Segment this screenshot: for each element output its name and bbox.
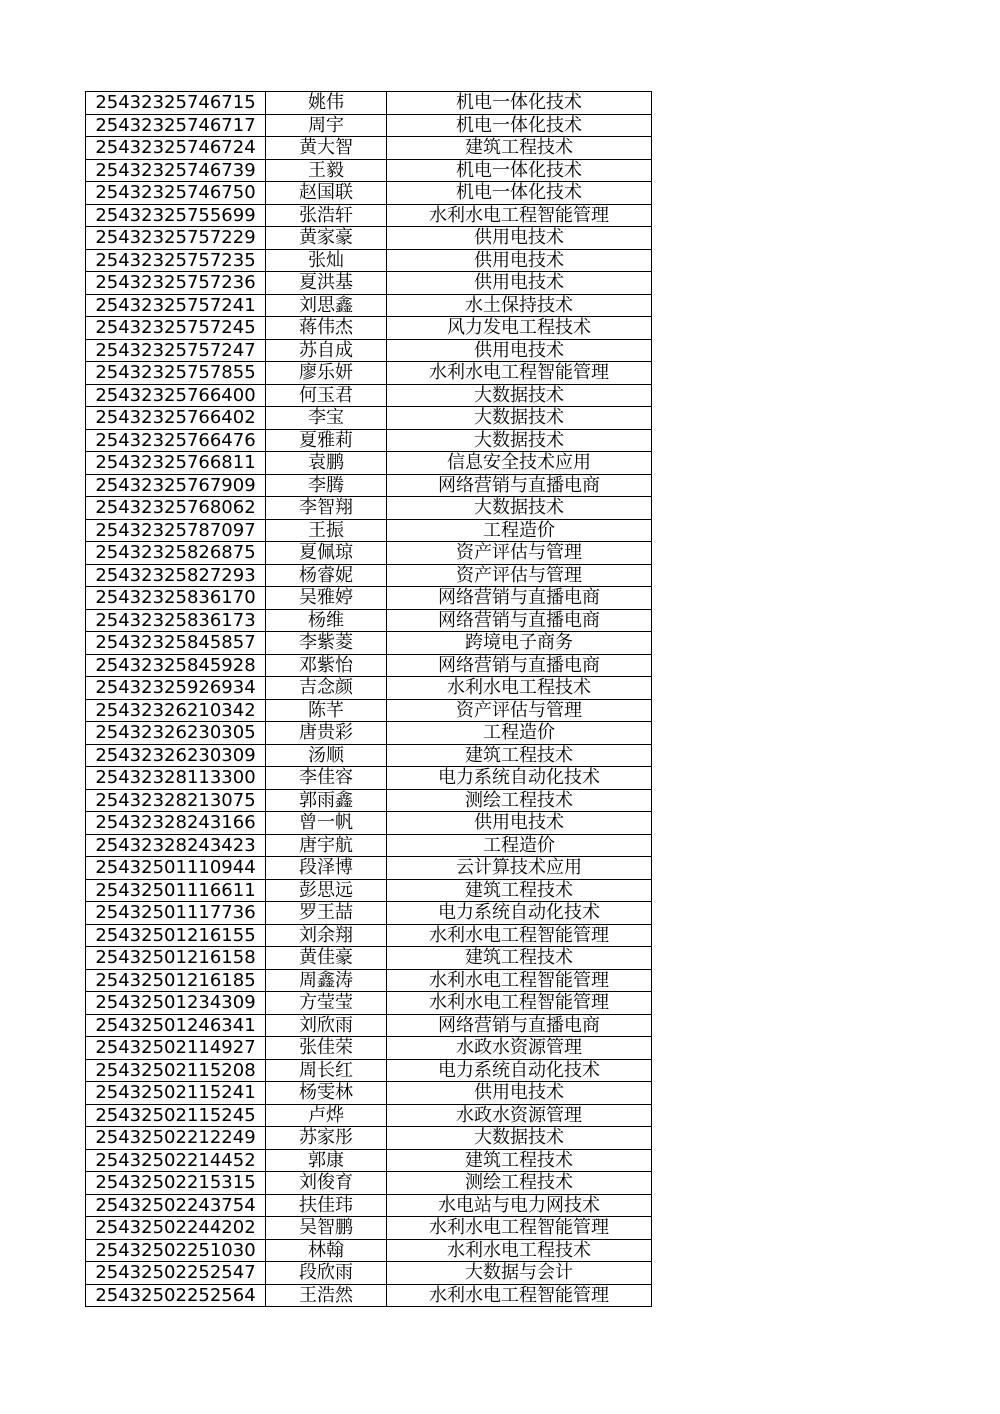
major-cell[interactable]: 资产评估与管理 [387, 699, 652, 722]
major-cell[interactable]: 建筑工程技术 [387, 879, 652, 902]
student-id-cell[interactable]: 25432501110944 [86, 857, 266, 880]
student-id-cell[interactable]: 25432328113300 [86, 767, 266, 790]
table-row[interactable] [86, 249, 652, 272]
student-name-cell[interactable]: 唐贵彩 [266, 722, 387, 745]
major-cell[interactable]: 网络营销与直播电商 [387, 1014, 652, 1037]
student-name-cell[interactable]: 李宝 [266, 407, 387, 430]
table-row[interactable] [86, 272, 652, 295]
table-row[interactable] [86, 137, 652, 160]
table-row[interactable] [86, 114, 652, 137]
student-name-cell[interactable]: 罗王喆 [266, 902, 387, 925]
student-name-cell[interactable]: 刘思鑫 [266, 294, 387, 317]
student-name-cell[interactable]: 张佳荣 [266, 1037, 387, 1060]
student-name-cell[interactable]: 卢烨 [266, 1104, 387, 1127]
table-row[interactable] [86, 969, 652, 992]
major-cell[interactable]: 大数据技术 [387, 1127, 652, 1150]
major-cell[interactable]: 资产评估与管理 [387, 542, 652, 565]
major-cell[interactable]: 水利水电工程技术 [387, 677, 652, 700]
student-id-cell[interactable]: 25432502252547 [86, 1262, 266, 1285]
student-id-cell[interactable]: 25432325826875 [86, 542, 266, 565]
table-row[interactable] [86, 879, 652, 902]
major-cell[interactable]: 机电一体化技术 [387, 182, 652, 205]
student-id-cell[interactable]: 25432502252564 [86, 1284, 266, 1307]
student-name-cell[interactable]: 扶佳玮 [266, 1194, 387, 1217]
student-id-cell[interactable]: 25432325746724 [86, 137, 266, 160]
table-row[interactable] [86, 1037, 652, 1060]
major-cell[interactable]: 电力系统自动化技术 [387, 767, 652, 790]
major-cell[interactable]: 建筑工程技术 [387, 1149, 652, 1172]
table-row[interactable] [86, 182, 652, 205]
student-name-cell[interactable]: 苏家彤 [266, 1127, 387, 1150]
table-row[interactable] [86, 497, 652, 520]
student-id-cell[interactable]: 25432502114927 [86, 1037, 266, 1060]
student-id-cell[interactable]: 25432325926934 [86, 677, 266, 700]
student-id-cell[interactable]: 25432502115208 [86, 1059, 266, 1082]
major-cell[interactable]: 机电一体化技术 [387, 114, 652, 137]
student-id-cell[interactable]: 25432325757229 [86, 227, 266, 250]
student-name-cell[interactable]: 杨雯林 [266, 1082, 387, 1105]
student-id-cell[interactable]: 25432326230309 [86, 744, 266, 767]
major-cell[interactable]: 供用电技术 [387, 1082, 652, 1105]
major-cell[interactable]: 电力系统自动化技术 [387, 1059, 652, 1082]
student-name-cell[interactable]: 吴智鹏 [266, 1217, 387, 1240]
table-row[interactable] [86, 1239, 652, 1262]
student-id-cell[interactable]: 25432325757235 [86, 249, 266, 272]
table-row[interactable] [86, 992, 652, 1015]
student-id-cell[interactable]: 25432325766811 [86, 452, 266, 475]
student-id-cell[interactable]: 25432325757855 [86, 362, 266, 385]
student-name-cell[interactable]: 刘余翔 [266, 924, 387, 947]
student-name-cell[interactable]: 黄家豪 [266, 227, 387, 250]
table-row[interactable] [86, 632, 652, 655]
student-id-cell[interactable]: 25432325746717 [86, 114, 266, 137]
major-cell[interactable]: 水利水电工程智能管理 [387, 1217, 652, 1240]
student-name-cell[interactable]: 张灿 [266, 249, 387, 272]
student-name-cell[interactable]: 唐宇航 [266, 834, 387, 857]
table-row[interactable] [86, 339, 652, 362]
major-cell[interactable]: 测绘工程技术 [387, 1172, 652, 1195]
major-cell[interactable]: 水电站与电力网技术 [387, 1194, 652, 1217]
student-name-cell[interactable]: 吉念颜 [266, 677, 387, 700]
student-name-cell[interactable]: 刘欣雨 [266, 1014, 387, 1037]
major-cell[interactable]: 供用电技术 [387, 272, 652, 295]
table-row[interactable] [86, 1284, 652, 1307]
student-id-cell[interactable]: 25432328243423 [86, 834, 266, 857]
student-name-cell[interactable]: 李紫菱 [266, 632, 387, 655]
table-row[interactable] [86, 159, 652, 182]
major-cell[interactable]: 工程造价 [387, 722, 652, 745]
major-cell[interactable]: 网络营销与直播电商 [387, 609, 652, 632]
student-id-cell[interactable]: 25432325767909 [86, 474, 266, 497]
major-cell[interactable]: 工程造价 [387, 834, 652, 857]
student-id-cell[interactable]: 25432325757236 [86, 272, 266, 295]
table-row[interactable] [86, 587, 652, 610]
student-name-cell[interactable]: 汤顺 [266, 744, 387, 767]
table-row[interactable] [86, 1217, 652, 1240]
student-name-cell[interactable]: 邓紫怡 [266, 654, 387, 677]
student-name-cell[interactable]: 段泽博 [266, 857, 387, 880]
student-roster-table [85, 91, 652, 1307]
table-row[interactable] [86, 317, 652, 340]
major-cell[interactable]: 网络营销与直播电商 [387, 654, 652, 677]
major-cell[interactable]: 水利水电工程智能管理 [387, 1284, 652, 1307]
student-name-cell[interactable]: 李腾 [266, 474, 387, 497]
student-name-cell[interactable]: 郭雨鑫 [266, 789, 387, 812]
table-row[interactable] [86, 1194, 652, 1217]
major-cell[interactable]: 水土保持技术 [387, 294, 652, 317]
major-cell[interactable]: 风力发电工程技术 [387, 317, 652, 340]
student-id-cell[interactable]: 25432325755699 [86, 204, 266, 227]
student-name-cell[interactable]: 黄佳豪 [266, 947, 387, 970]
table-row[interactable] [86, 474, 652, 497]
table-row[interactable] [86, 92, 652, 115]
table-row[interactable] [86, 834, 652, 857]
student-id-cell[interactable]: 25432325766400 [86, 384, 266, 407]
table-row[interactable] [86, 204, 652, 227]
major-cell[interactable]: 云计算技术应用 [387, 857, 652, 880]
student-name-cell[interactable]: 夏洪基 [266, 272, 387, 295]
table-row[interactable] [86, 654, 652, 677]
table-row[interactable] [86, 1262, 652, 1285]
table-row[interactable] [86, 519, 652, 542]
student-name-cell[interactable]: 夏雅莉 [266, 429, 387, 452]
major-cell[interactable]: 水利水电工程智能管理 [387, 362, 652, 385]
student-id-cell[interactable]: 25432325746750 [86, 182, 266, 205]
major-cell[interactable]: 工程造价 [387, 519, 652, 542]
major-cell[interactable]: 供用电技术 [387, 249, 652, 272]
student-id-cell[interactable]: 25432325845857 [86, 632, 266, 655]
spreadsheet-page [85, 91, 652, 1307]
student-name-cell[interactable]: 赵国联 [266, 182, 387, 205]
major-cell[interactable]: 跨境电子商务 [387, 632, 652, 655]
student-id-cell[interactable]: 25432501246341 [86, 1014, 266, 1037]
student-id-cell[interactable]: 25432501216185 [86, 969, 266, 992]
student-name-cell[interactable]: 夏佩琼 [266, 542, 387, 565]
table-row[interactable] [86, 362, 652, 385]
student-name-cell[interactable]: 陈芊 [266, 699, 387, 722]
student-id-cell[interactable]: 25432325757241 [86, 294, 266, 317]
major-cell[interactable]: 建筑工程技术 [387, 947, 652, 970]
major-cell[interactable]: 网络营销与直播电商 [387, 474, 652, 497]
student-id-cell[interactable]: 25432502215315 [86, 1172, 266, 1195]
table-row[interactable] [86, 699, 652, 722]
table-row[interactable] [86, 542, 652, 565]
major-cell[interactable]: 网络营销与直播电商 [387, 587, 652, 610]
student-name-cell[interactable]: 张浩轩 [266, 204, 387, 227]
student-name-cell[interactable]: 吴雅婷 [266, 587, 387, 610]
major-cell[interactable]: 水利水电工程技术 [387, 1239, 652, 1262]
student-id-cell[interactable]: 25432325757247 [86, 339, 266, 362]
major-cell[interactable]: 大数据与会计 [387, 1262, 652, 1285]
table-row[interactable] [86, 812, 652, 835]
student-name-cell[interactable]: 曾一帆 [266, 812, 387, 835]
table-row[interactable] [86, 744, 652, 767]
table-row[interactable] [86, 384, 652, 407]
student-id-cell[interactable]: 25432325768062 [86, 497, 266, 520]
major-cell[interactable]: 供用电技术 [387, 339, 652, 362]
table-row[interactable] [86, 924, 652, 947]
major-cell[interactable]: 水政水资源管理 [387, 1037, 652, 1060]
table-row[interactable] [86, 1014, 652, 1037]
major-cell[interactable]: 机电一体化技术 [387, 92, 652, 115]
student-name-cell[interactable]: 彭思远 [266, 879, 387, 902]
major-cell[interactable]: 机电一体化技术 [387, 159, 652, 182]
major-cell[interactable]: 供用电技术 [387, 227, 652, 250]
major-cell[interactable]: 信息安全技术应用 [387, 452, 652, 475]
table-row[interactable] [86, 1082, 652, 1105]
student-id-cell[interactable]: 25432326210342 [86, 699, 266, 722]
student-id-cell[interactable]: 25432325836170 [86, 587, 266, 610]
student-name-cell[interactable]: 李智翔 [266, 497, 387, 520]
student-name-cell[interactable]: 姚伟 [266, 92, 387, 115]
student-name-cell[interactable]: 王毅 [266, 159, 387, 182]
student-id-cell[interactable]: 25432501116611 [86, 879, 266, 902]
table-row[interactable] [86, 452, 652, 475]
major-cell[interactable]: 电力系统自动化技术 [387, 902, 652, 925]
student-name-cell[interactable]: 杨维 [266, 609, 387, 632]
student-id-cell[interactable]: 25432501117736 [86, 902, 266, 925]
student-id-cell[interactable]: 25432502251030 [86, 1239, 266, 1262]
major-cell[interactable]: 资产评估与管理 [387, 564, 652, 587]
table-row[interactable] [86, 857, 652, 880]
table-row[interactable] [86, 227, 652, 250]
student-id-cell[interactable]: 25432325746715 [86, 92, 266, 115]
major-cell[interactable]: 大数据技术 [387, 384, 652, 407]
table-row[interactable] [86, 429, 652, 452]
student-id-cell[interactable]: 25432325766476 [86, 429, 266, 452]
student-id-cell[interactable]: 25432501216155 [86, 924, 266, 947]
table-row[interactable] [86, 767, 652, 790]
student-name-cell[interactable]: 何玉君 [266, 384, 387, 407]
major-cell[interactable]: 水利水电工程智能管理 [387, 204, 652, 227]
student-name-cell[interactable]: 郭康 [266, 1149, 387, 1172]
student-id-cell[interactable]: 25432325766402 [86, 407, 266, 430]
student-name-cell[interactable]: 蒋伟杰 [266, 317, 387, 340]
table-row[interactable] [86, 677, 652, 700]
student-id-cell[interactable]: 25432325787097 [86, 519, 266, 542]
student-name-cell[interactable]: 方莹莹 [266, 992, 387, 1015]
student-name-cell[interactable]: 袁鹏 [266, 452, 387, 475]
student-name-cell[interactable]: 林翰 [266, 1239, 387, 1262]
table-row[interactable] [86, 789, 652, 812]
table-row[interactable] [86, 722, 652, 745]
student-name-cell[interactable]: 廖乐妍 [266, 362, 387, 385]
table-row[interactable] [86, 1149, 652, 1172]
table-row[interactable] [86, 1127, 652, 1150]
student-id-cell[interactable]: 25432501216158 [86, 947, 266, 970]
student-id-cell[interactable]: 25432325845928 [86, 654, 266, 677]
student-name-cell[interactable]: 周宇 [266, 114, 387, 137]
major-cell[interactable]: 大数据技术 [387, 407, 652, 430]
table-row[interactable] [86, 564, 652, 587]
student-id-cell[interactable]: 25432325757245 [86, 317, 266, 340]
table-row[interactable] [86, 1104, 652, 1127]
table-row[interactable] [86, 902, 652, 925]
student-name-cell[interactable]: 李佳容 [266, 767, 387, 790]
major-cell[interactable]: 水利水电工程智能管理 [387, 924, 652, 947]
student-id-cell[interactable]: 25432502244202 [86, 1217, 266, 1240]
student-id-cell[interactable]: 25432502243754 [86, 1194, 266, 1217]
student-id-cell[interactable]: 25432328213075 [86, 789, 266, 812]
table-row[interactable] [86, 1172, 652, 1195]
major-cell[interactable]: 供用电技术 [387, 812, 652, 835]
table-row[interactable] [86, 1059, 652, 1082]
student-name-cell[interactable]: 周鑫涛 [266, 969, 387, 992]
table-row[interactable] [86, 407, 652, 430]
table-row[interactable] [86, 947, 652, 970]
student-name-cell[interactable]: 段欣雨 [266, 1262, 387, 1285]
major-cell[interactable]: 大数据技术 [387, 429, 652, 452]
student-id-cell[interactable]: 25432328243166 [86, 812, 266, 835]
major-cell[interactable]: 大数据技术 [387, 497, 652, 520]
major-cell[interactable]: 水利水电工程智能管理 [387, 992, 652, 1015]
student-name-cell[interactable]: 刘俊育 [266, 1172, 387, 1195]
student-id-cell[interactable]: 25432325746739 [86, 159, 266, 182]
student-name-cell[interactable]: 杨睿妮 [266, 564, 387, 587]
student-id-cell[interactable]: 25432325836173 [86, 609, 266, 632]
student-id-cell[interactable]: 25432502115241 [86, 1082, 266, 1105]
student-name-cell[interactable]: 王振 [266, 519, 387, 542]
major-cell[interactable]: 水利水电工程智能管理 [387, 969, 652, 992]
student-id-cell[interactable]: 25432501234309 [86, 992, 266, 1015]
table-row[interactable] [86, 294, 652, 317]
student-id-cell[interactable]: 25432502212249 [86, 1127, 266, 1150]
major-cell[interactable]: 建筑工程技术 [387, 137, 652, 160]
student-id-cell[interactable]: 25432502115245 [86, 1104, 266, 1127]
student-id-cell[interactable]: 25432502214452 [86, 1149, 266, 1172]
major-cell[interactable]: 水政水资源管理 [387, 1104, 652, 1127]
student-name-cell[interactable]: 周长红 [266, 1059, 387, 1082]
student-name-cell[interactable]: 黄大智 [266, 137, 387, 160]
major-cell[interactable]: 建筑工程技术 [387, 744, 652, 767]
student-name-cell[interactable]: 王浩然 [266, 1284, 387, 1307]
student-name-cell[interactable]: 苏自成 [266, 339, 387, 362]
roster-body [86, 92, 652, 1307]
table-row[interactable] [86, 609, 652, 632]
major-cell[interactable]: 测绘工程技术 [387, 789, 652, 812]
student-id-cell[interactable]: 25432325827293 [86, 564, 266, 587]
student-id-cell[interactable]: 25432326230305 [86, 722, 266, 745]
